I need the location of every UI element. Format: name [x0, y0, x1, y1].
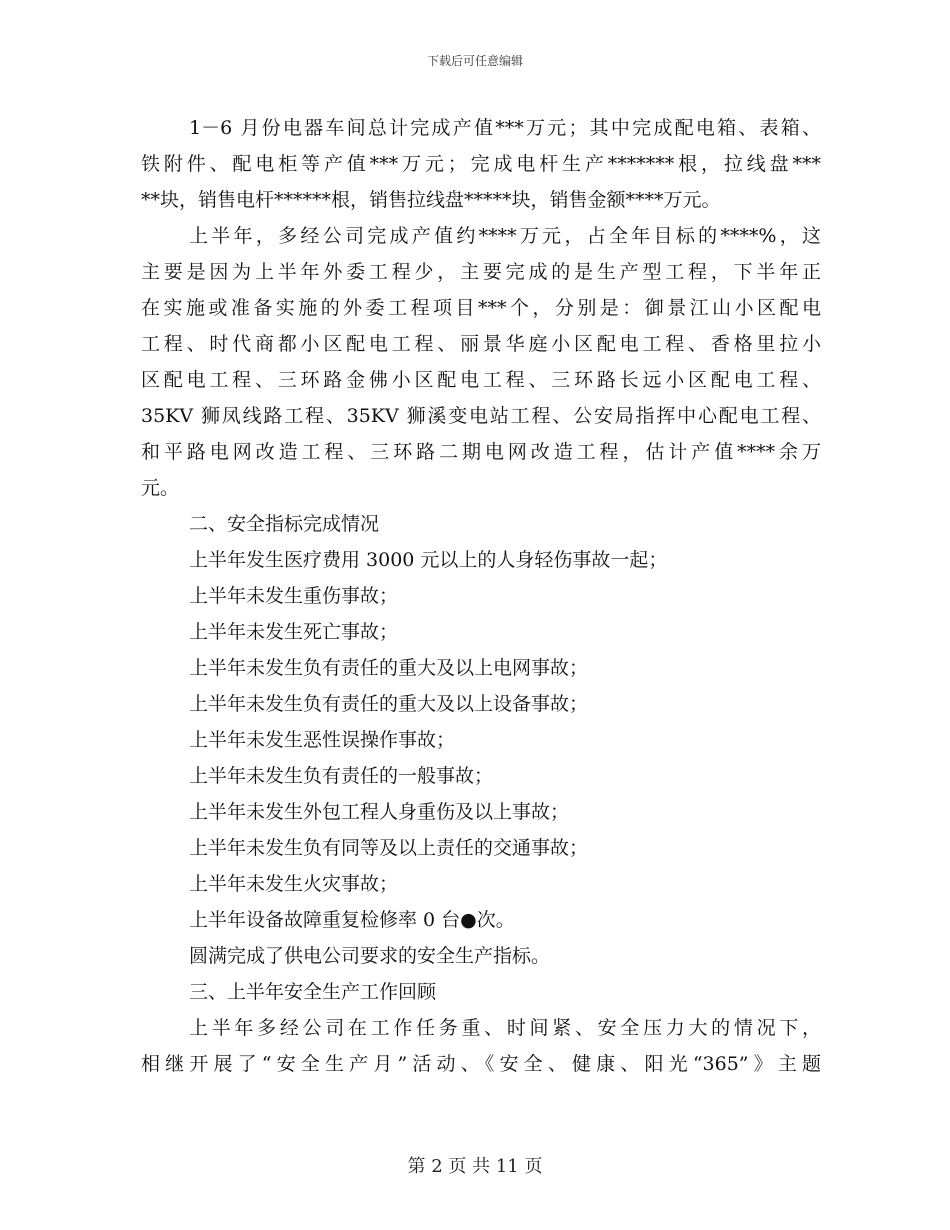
paragraph	[141, 110, 821, 218]
text-line: 在实施或准备实施的外委工程项目***个，分别是：御景江山小区配电	[141, 297, 821, 319]
paragraph	[141, 542, 821, 578]
paragraph	[141, 866, 821, 902]
text-line: 上半年未发生外包工程人身重伤及以上事故；	[189, 801, 570, 823]
paragraph	[141, 830, 821, 866]
text-line: 和平路电网改造工程、三环路二期电网改造工程，估计产值****余万	[141, 441, 821, 463]
paragraph	[141, 1010, 821, 1082]
paragraph	[141, 722, 821, 758]
text-line: 上半年发生医疗费用 3000 元以上的人身轻伤事故一起；	[189, 549, 668, 571]
paragraph	[141, 650, 821, 686]
text-line: 圆满完成了供电公司要求的安全生产指标。	[189, 945, 551, 967]
text-line: 三、上半年安全生产工作回顾	[189, 981, 437, 1003]
text-line: 上半年多经公司在工作任务重、时间紧、安全压力大的情况下，	[189, 1017, 821, 1039]
paragraph	[141, 794, 821, 830]
text-line: **块，销售电杆******根，销售拉线盘*****块，销售金额****万元。	[141, 189, 721, 211]
paragraph	[141, 506, 821, 542]
paragraph	[141, 758, 821, 794]
text-line: 区配电工程、三环路金佛小区配电工程、三环路长远小区配电工程、	[141, 369, 821, 391]
text-line: 工程、时代商都小区配电工程、丽景华庭小区配电工程、香格里拉小	[141, 333, 821, 355]
paragraph	[141, 686, 821, 722]
text-line: 上半年未发生死亡事故；	[189, 621, 399, 643]
document-body	[141, 110, 821, 1082]
text-line: 主要是因为上半年外委工程少，主要完成的是生产型工程，下半年正	[141, 261, 821, 283]
text-line: 上半年未发生负有责任的一般事故；	[189, 765, 494, 787]
text-line: 上半年未发生重伤事故；	[189, 585, 399, 607]
text-line: 二、安全指标完成情况	[189, 513, 380, 535]
paragraph	[141, 902, 821, 938]
page-header: 下载后可任意编辑	[426, 54, 523, 68]
paragraph	[141, 938, 821, 974]
text-line: 铁附件、配电柜等产值***万元；完成电杆生产*******根，拉线盘***	[141, 153, 821, 175]
text-line: 35KV 狮凤线路工程、35KV 狮溪变电站工程、公安局指挥中心配电工程、	[141, 405, 821, 427]
page-footer: 第 2 页 共 11 页	[407, 1156, 543, 1177]
text-line: 上半年未发生火灾事故；	[189, 873, 399, 895]
text-line: 上半年未发生负有同等及以上责任的交通事故；	[189, 837, 589, 859]
text-line: 1－6 月份电器车间总计完成产值***万元；其中完成配电箱、表箱、	[189, 117, 821, 139]
text-line: 上半年设备故障重复检修率 0 台●次。	[189, 909, 515, 931]
paragraph	[141, 974, 821, 1010]
paragraph	[141, 578, 821, 614]
paragraph	[141, 218, 821, 506]
paragraph	[141, 614, 821, 650]
text-line: 上半年未发生负有责任的重大及以上电网事故；	[189, 657, 589, 679]
text-line: 元。	[141, 477, 180, 499]
text-line: 上半年，多经公司完成产值约****万元，占全年目标的****%，这	[189, 225, 821, 247]
text-line: 相继开展了“安全生产月”活动、《安全、健康、阳光“365”》主题	[141, 1053, 821, 1075]
text-line: 上半年未发生负有责任的重大及以上设备事故；	[189, 693, 589, 715]
text-line: 上半年未发生恶性误操作事故；	[189, 729, 456, 751]
